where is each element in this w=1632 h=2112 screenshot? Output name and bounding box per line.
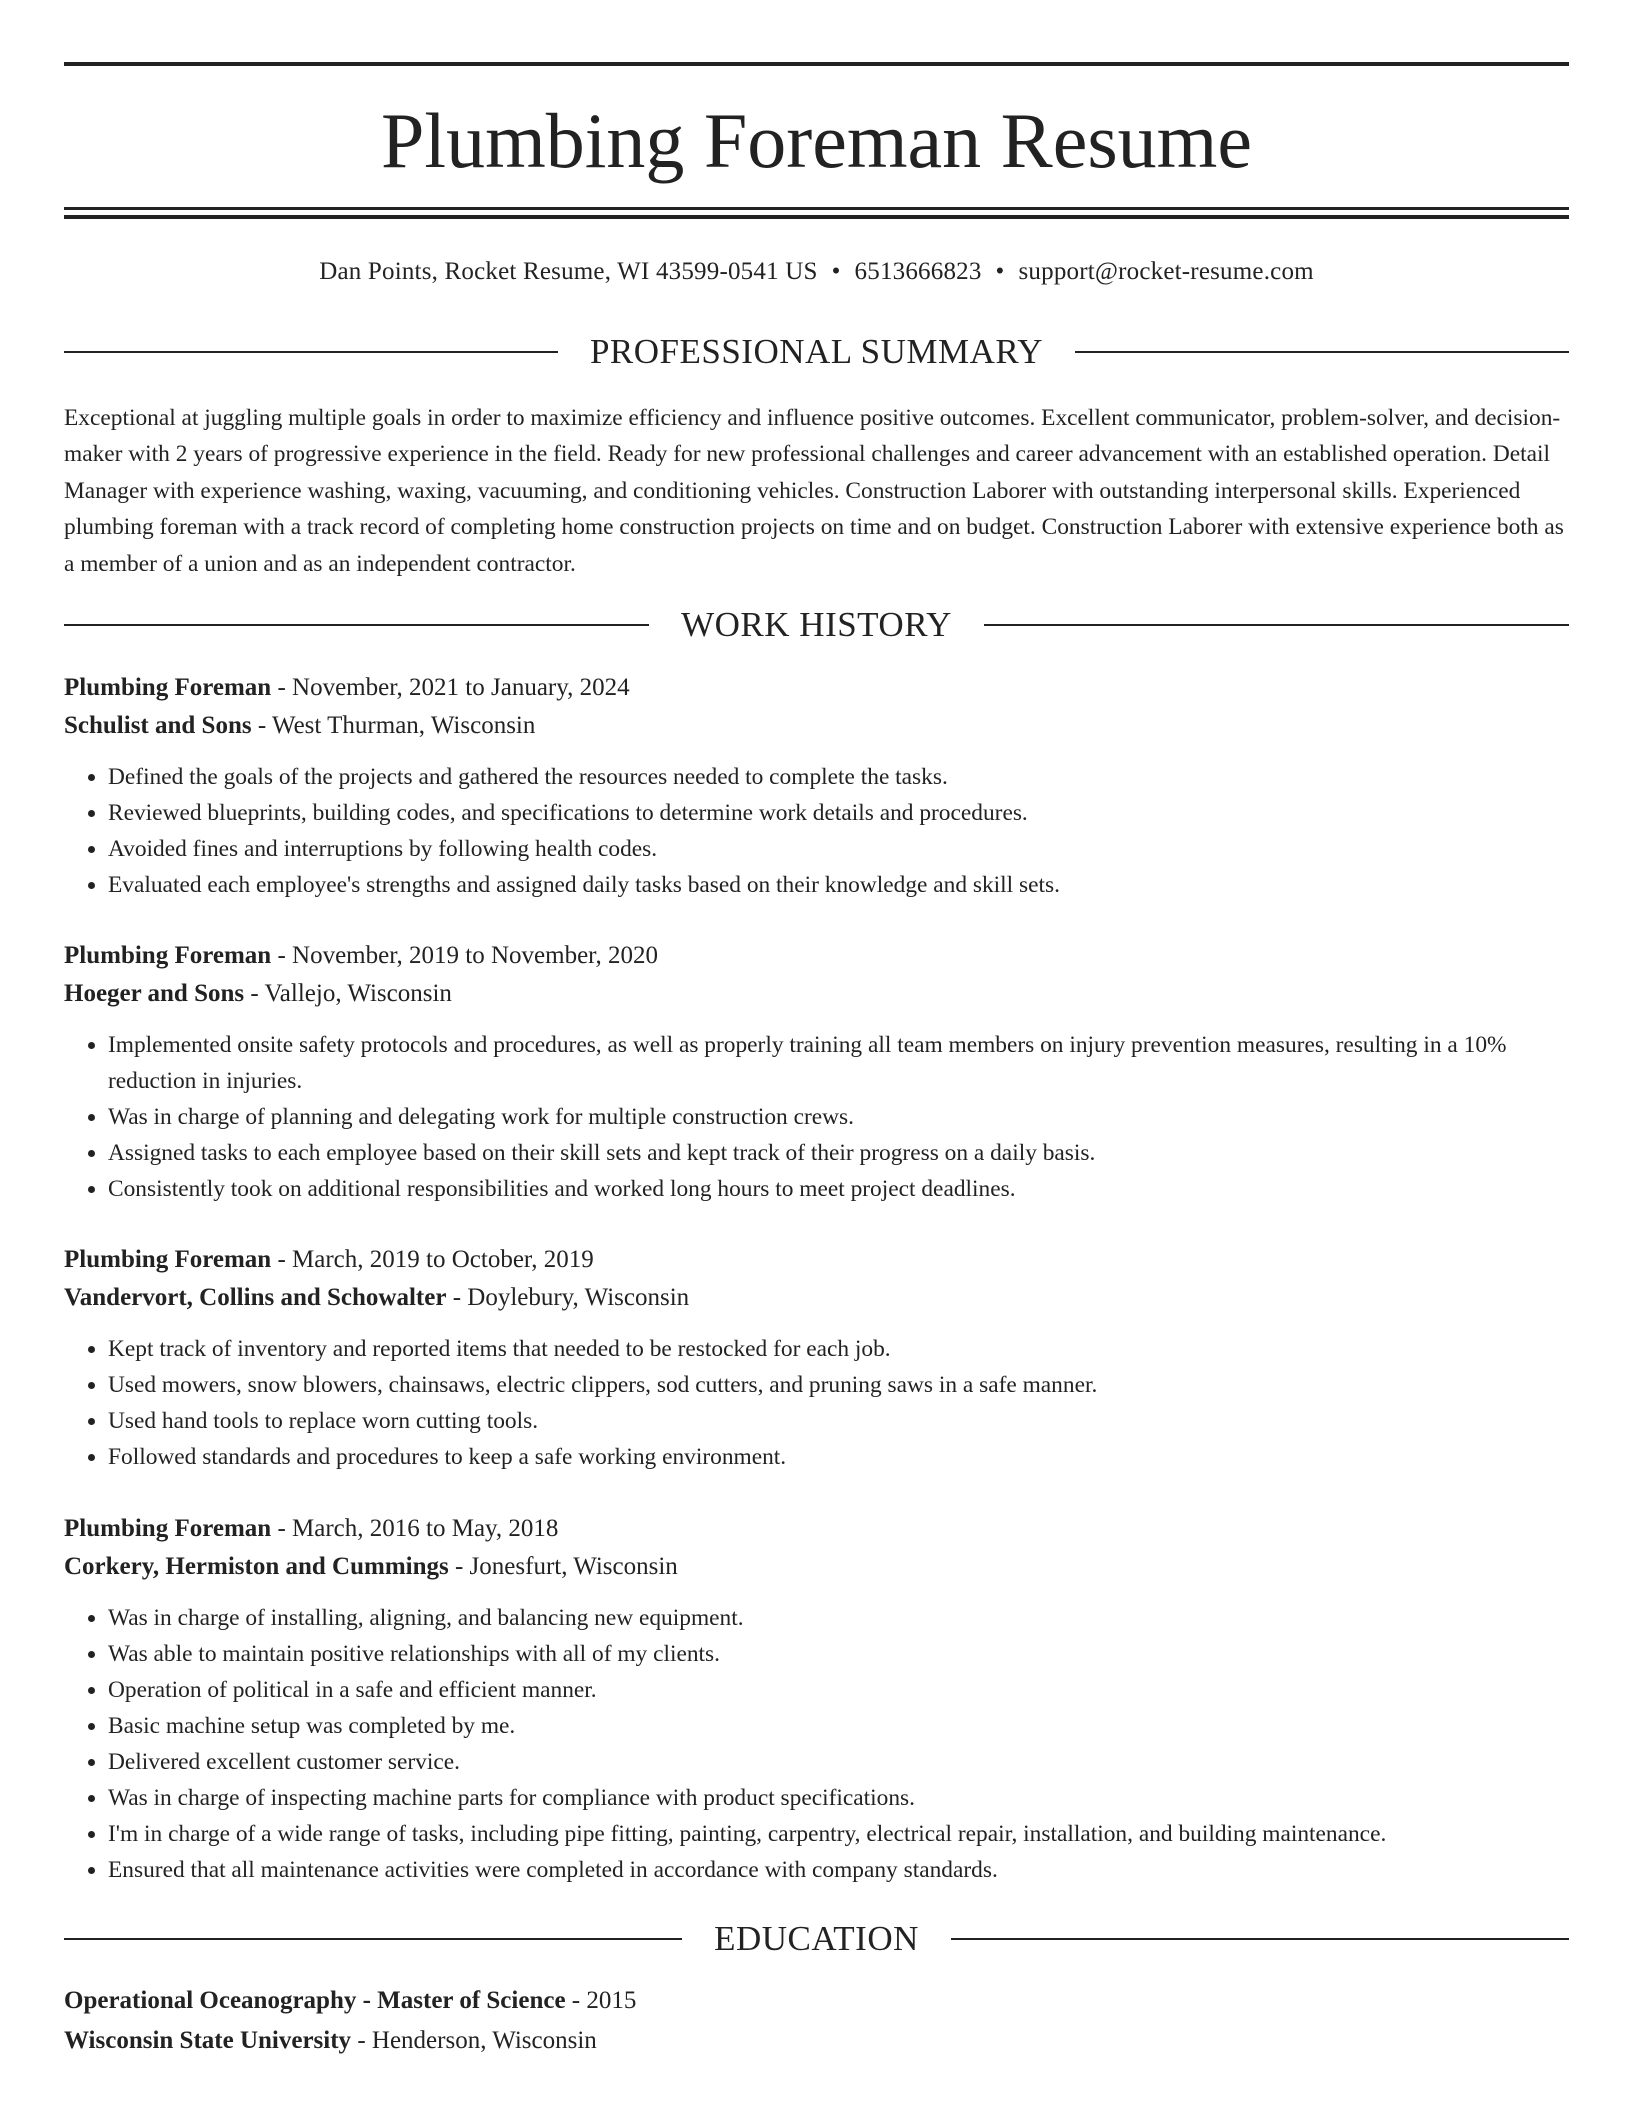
- heading-rule-left: [64, 351, 558, 353]
- education-location: - Henderson, Wisconsin: [351, 2027, 597, 2054]
- heading-rule-right: [1075, 351, 1569, 353]
- job-location: - Vallejo, Wisconsin: [244, 980, 452, 1007]
- job-bullet: • Evaluated each employee's strengths and assigned daily tasks based on their knowledge and skill sets.: [108, 867, 1569, 903]
- job-bullet: • Delivered excellent customer service.: [108, 1744, 1569, 1780]
- resume-title: Plumbing Foreman Resume: [381, 97, 1252, 184]
- job-bullet: • Was able to maintain positive relationships with all of my clients.: [108, 1636, 1569, 1672]
- contact-separator: •: [831, 258, 841, 285]
- summary-heading: [64, 332, 1569, 372]
- job-entry: [64, 1241, 1569, 1475]
- work-history-heading: [64, 605, 1569, 645]
- job-bullet: • Consistently took on additional responsibilities and worked long hours to meet project deadlines.: [108, 1171, 1569, 1207]
- job-location: - Doylebury, Wisconsin: [446, 1284, 690, 1311]
- contact-separator: •: [995, 258, 1005, 285]
- job-company-line: [64, 707, 1569, 745]
- job-bullet: • I'm in charge of a wide range of tasks, including pipe fitting, painting, carpentry, electrical repair, installation, and building maintenance.: [108, 1816, 1569, 1852]
- education-school-line: [64, 2021, 1569, 2060]
- education-heading-label: EDUCATION: [714, 1919, 919, 1958]
- job-bullet: • Avoided fines and interruptions by following health codes.: [108, 831, 1569, 867]
- job-dates: - November, 2019 to November, 2020: [271, 942, 659, 969]
- job-company: Hoeger and Sons: [64, 980, 245, 1007]
- job-dates: - March, 2019 to October, 2019: [271, 1246, 594, 1273]
- contact-line: [64, 256, 1569, 288]
- job-title: Plumbing Foreman: [64, 1515, 272, 1542]
- job-bullets: [64, 1027, 1569, 1207]
- education-degree-line: [64, 1981, 1569, 2020]
- job-bullet: • Reviewed blueprints, building codes, and specifications to determine work details and procedures.: [108, 795, 1569, 831]
- job-title: Plumbing Foreman: [64, 674, 272, 701]
- job-company-line: [64, 1548, 1569, 1586]
- job-company-line: [64, 975, 1569, 1013]
- education-school: Wisconsin State University: [64, 2027, 352, 2054]
- title-rule-upper: [64, 207, 1569, 210]
- job-title-line: [64, 1510, 1569, 1548]
- title-rule-lower: [64, 215, 1569, 219]
- contact-email: support@rocket-resume.com: [1018, 258, 1314, 285]
- job-title-line: [64, 1241, 1569, 1279]
- job-company: Schulist and Sons: [64, 712, 252, 739]
- job-company: Vandervort, Collins and Schowalter: [64, 1284, 447, 1311]
- job-bullet: • Implemented onsite safety protocols and procedures, as well as properly training all team members on injury prevention measures, resulting in a 10% reduction in injuries.: [108, 1027, 1569, 1099]
- heading-rule-left: [64, 624, 649, 626]
- job-location: - Jonesfurt, Wisconsin: [448, 1553, 678, 1580]
- job-entry: [64, 1510, 1569, 1888]
- job-entry: [64, 669, 1569, 903]
- job-title-line: [64, 937, 1569, 975]
- job-bullets: [64, 1331, 1569, 1475]
- heading-rule-right: [951, 1938, 1569, 1940]
- education-year: - 2015: [565, 1987, 637, 2014]
- job-location: - West Thurman, Wisconsin: [251, 712, 536, 739]
- job-bullet: • Was in charge of installing, aligning, and balancing new equipment.: [108, 1600, 1569, 1636]
- job-bullet: • Used mowers, snow blowers, chainsaws, electric clippers, sod cutters, and pruning saws in a safe manner.: [108, 1367, 1569, 1403]
- heading-rule-right: [984, 624, 1569, 626]
- job-dates: - November, 2021 to January, 2024: [271, 674, 630, 701]
- job-title: Plumbing Foreman: [64, 942, 272, 969]
- job-bullet: • Kept track of inventory and reported items that needed to be restocked for each job.: [108, 1331, 1569, 1367]
- job-company-line: [64, 1279, 1569, 1317]
- job-bullet: • Followed standards and procedures to keep a safe working environment.: [108, 1439, 1569, 1475]
- education-degree: Operational Oceanography - Master of Science: [64, 1987, 566, 2014]
- job-bullet: • Defined the goals of the projects and gathered the resources needed to complete the tasks.: [108, 759, 1569, 795]
- job-bullet: • Used hand tools to replace worn cutting tools.: [108, 1403, 1569, 1439]
- summary-heading-label: PROFESSIONAL SUMMARY: [589, 332, 1044, 371]
- job-company: Corkery, Hermiston and Cummings: [64, 1553, 449, 1580]
- job-bullet: • Operation of political in a safe and efficient manner.: [108, 1672, 1569, 1708]
- job-bullet: • Ensured that all maintenance activities were completed in accordance with company standards.: [108, 1852, 1569, 1888]
- work-history-heading-label: WORK HISTORY: [681, 605, 952, 644]
- job-title-line: [64, 669, 1569, 707]
- contact-phone: 6513666823: [854, 258, 982, 285]
- job-title: Plumbing Foreman: [64, 1246, 272, 1273]
- job-bullet: • Assigned tasks to each employee based on their skill sets and kept track of their progress on a daily basis.: [108, 1135, 1569, 1171]
- job-bullets: [64, 1600, 1569, 1888]
- heading-rule-left: [64, 1938, 682, 1940]
- job-entry: [64, 937, 1569, 1207]
- top-rule: [64, 62, 1569, 66]
- job-bullet: • Basic machine setup was completed by me.: [108, 1708, 1569, 1744]
- job-bullet: • Was in charge of planning and delegating work for multiple construction crews.: [108, 1099, 1569, 1135]
- summary-text: Exceptional at juggling multiple goals in order to maximize efficiency and influence positive outcomes. Excellent communicator, problem-solver, and decision-maker with 2 years of progressive experience in the field. Ready for new professional challenges and career advancement with an established operation. Detail Manager with experience washing, waxing, vacuuming, and conditioning vehicles. Construction Laborer with outstanding interpersonal skills. Experienced plumbing foreman with a track record of completing home construction projects on time and on budget. Construction Laborer with extensive experience both as a member of a union and as an independent contractor.: [64, 405, 1564, 577]
- education-heading: [64, 1919, 1569, 1959]
- contact-address: Dan Points, Rocket Resume, WI 43599-0541 US: [319, 258, 818, 285]
- job-dates: - March, 2016 to May, 2018: [271, 1515, 559, 1542]
- job-bullet: • Was in charge of inspecting machine parts for compliance with product specifications.: [108, 1780, 1569, 1816]
- job-bullets: [64, 759, 1569, 903]
